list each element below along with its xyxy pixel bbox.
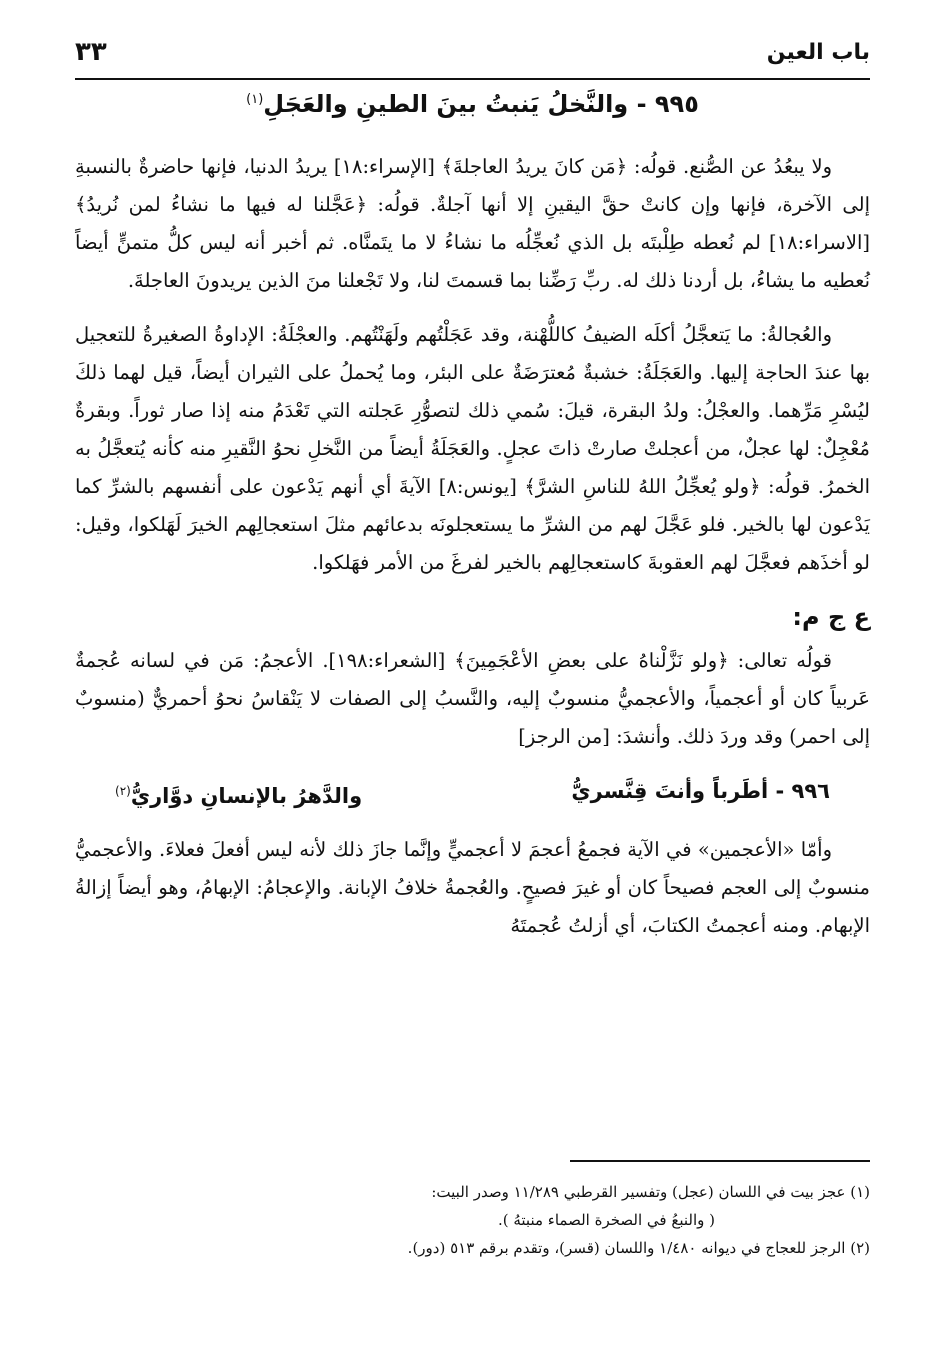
- page-number: ٣٣: [75, 37, 107, 67]
- footnote-marker-1: (١): [246, 92, 264, 107]
- verse-heading-995: [75, 90, 870, 136]
- verse-heading-text: ٩٩٥ - والنَّخلُ يَنبتُ بينَ الطينِ والعَجَلِ: [263, 90, 699, 118]
- paragraph-2: والعُجالةُ: ما يَتعجَّلُ أكلَه الضيفُ كاللُّهْنة، وقد عَجَلْتُهم ولَهَنْتُهم. والعجْلَةُ: الإداوةُ الصغيرةُ للتعجيل بها عندَ الحاجة إليها. والعَجَلَةُ: خشبةٌ مُعترَضَةٌ على البئر، وما يُحملُ على الثيران أيضاً، قيل لهما ذلكَ ليُسْرِ مَرِّهما. والعجْلُ: ولدُ البقرة، قيلَ: سُمي ذلك لتصوُّرِ عَجلته التي تَعْدَمُ منه إذا صار ثوراً. وبقرةٌ مُعْجِلٌ: لها عجلٌ، من أعجلتْ صارتْ ذاتَ عجلٍ. والعَجَلَةُ أيضاً من النَّخلِ نحوُ النَّقيرِ منه كأنه يُتعجَّلُ به الخمرُ. قولُه: ﴿ولو يُعجِّلُ اللهُ للناسِ الشرَّ﴾ [يونس:٨] الآيةَ أي أنهم يَدْعون على أنفسهم بالشرِّ كما يَدْعون لها بالخير. فلو عَجَّلَ لهم من الشرِّ ما يستعجلونَه بدعائهم مثلَ استعجالِهم الخيرَ لَهَلكوا، وقيل: لو أخذَهم فعجَّلَ لهم العقوبةَ كاستعجالِهم بالخير لفرغَ من الأمر فهَلكوا.: [75, 323, 870, 574]
- footnote-2: (٢) الرجز للعجاج في ديوانه ١/٤٨٠ واللسان (قسر)، وتقدم برقم ٥١٣ (دور).: [407, 1239, 870, 1257]
- verse-second-hemistich-wrap: [115, 772, 362, 815]
- main-text: [75, 148, 870, 961]
- footnotes: [75, 1178, 870, 1262]
- verse-couplet-996: [115, 772, 830, 815]
- paragraph-1: ولا يبعُدُ عن الصُّنع. قولُه: ﴿مَن كانَ يريدُ العاجلةَ﴾ [الإسراء:١٨] يريدُ الدنيا، فإنها حاضرةٌ بالنسبةِ إلى الآخرة، فإنها وإن كانتْ حقَّ اليقينِ إلا أنها آجلةٌ. قولُه: ﴿عَجَّلنا له فيها ما نشاءُ لمن نُريدُ﴾ [الاسراء:١٨] لم نُعطه طِلْبتَه بل الذي نُعجِّلُه ما نشاءُ لا ما يتَمنَّاه. ثم أخبر أنه ليس كلُّ متمنٍّ أيضاً نُعطيه ما يشاءُ، بل أردنا ذلك له. ربِّ رَضِّنا بما قسمتَ لنا، ولا تَجْعلنا منَ الذين يريدونَ العاجلةَ.: [75, 155, 870, 292]
- page-header: [75, 32, 870, 72]
- footnote-1-line-2: ( والنبعُ في الصخرة الصماء منبتهُ ).: [497, 1211, 715, 1229]
- footnote-1-line-1: (١) عجز بيت في اللسان (عجل) وتفسير القرطبي ١١/٢٨٩ وصدر البيت:: [431, 1183, 870, 1201]
- verse-second-hemistich: والدَّهرُ بالإنسانِ دوَّاريُّ: [130, 784, 363, 808]
- paragraph-4: وأمّا «الأعجمين» في الآية فجمعُ أعجمَ لا أعجميٍّ وإنَّما جازَ ذلك لأنه ليس أفعلَ فعلاءَ. والأعجميُّ منسوبٌ إلى العجم فصيحاً كان أو غيرَ فصيحٍ. والعُجمةُ خلافُ الإبانة. والإعجامُ: الإبهامُ، وهو أيضاً إزالةُ الإبهام. ومنه أعجمتُ الكتابَ، أي أزلتُ عُجمتَهُ: [75, 838, 870, 937]
- footnote-marker-2: (٢): [115, 784, 131, 798]
- chapter-title: باب العين: [766, 39, 870, 65]
- verse-first-hemistich: ٩٩٦ - أطَرباً وأنتَ قِنَّسريُّ: [571, 779, 830, 803]
- section-heading-ajm: ع ج م:: [792, 603, 870, 631]
- footnote-divider: [570, 1160, 870, 1162]
- paragraph-3: قولُه تعالى: ﴿ولو نَزَّلْناهُ على بعضِ الأعْجَمِينَ﴾ [الشعراء:١٩٨]. الأعجمُ: مَن في لسانه عُجمةٌ عَربياً كان أو أعجمياً، والأعجميُّ منسوبٌ إليه، والنَّسبُ إلى الصفات لا يَنْقاسُ نحوُ أحمريٌّ (منسوبٌ إلى احمر) وقد وردَ ذلك. وأنشدَ: [من الرجز]: [75, 649, 870, 748]
- header-divider: [75, 78, 870, 80]
